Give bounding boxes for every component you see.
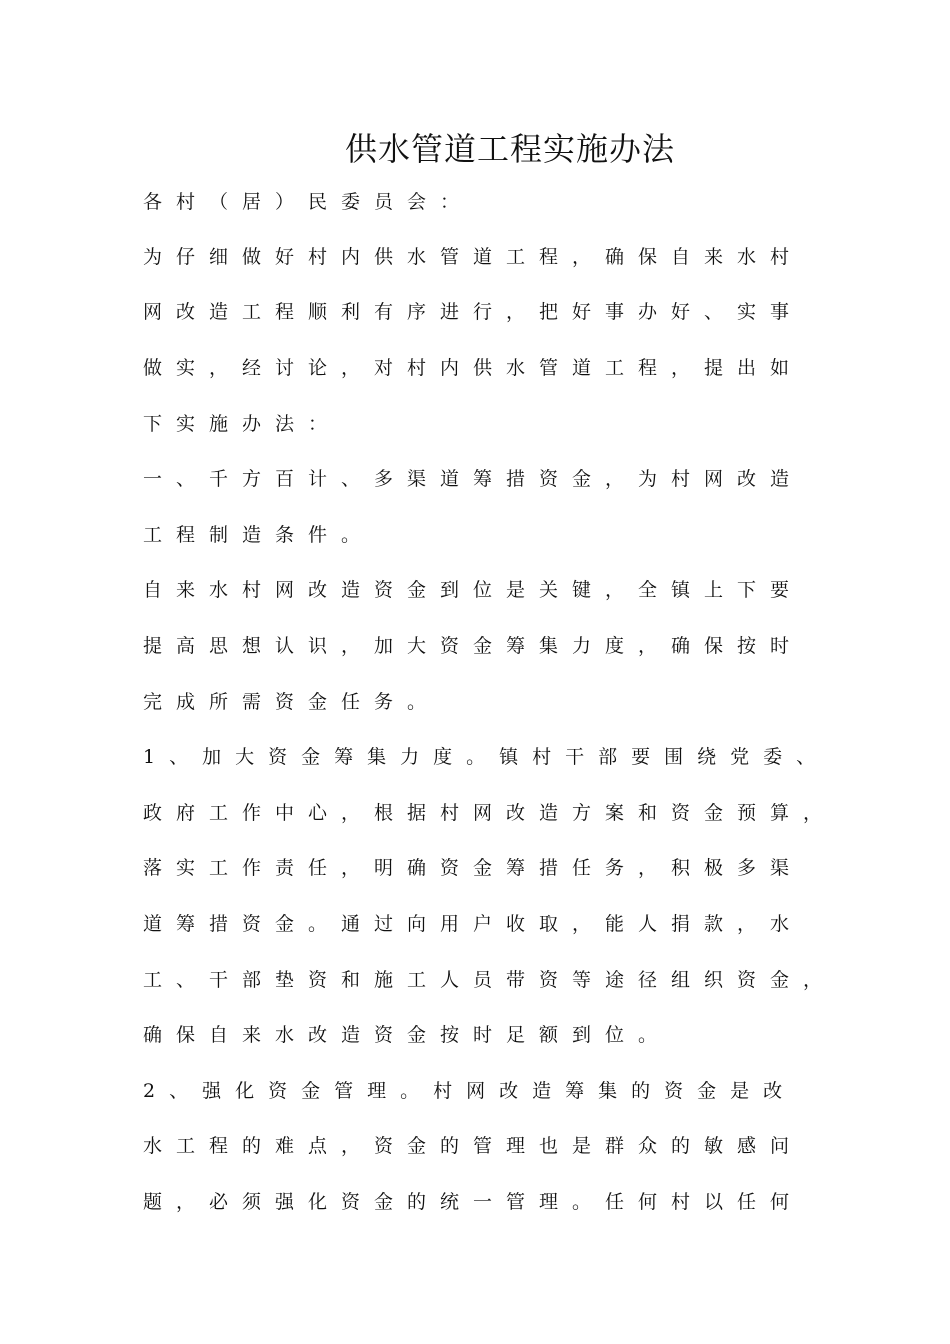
text-line: 完成所需资金任务。: [143, 691, 441, 713]
text-line: 做实，经讨论，对村内供水管道工程，提出如: [143, 357, 804, 379]
text-line: 自来水村网改造资金到位是关键，全镇上下要: [143, 579, 804, 601]
text-line: 水工程的难点，资金的管理也是群众的敏感问: [143, 1135, 804, 1157]
text-line: 工程制造条件。: [143, 524, 375, 546]
text-line: 提高思想认识，加大资金筹集力度，确保按时: [143, 635, 804, 657]
text-line: 一、千方百计、多渠道筹措资金，为村网改造: [143, 468, 804, 490]
text-line: 确保自来水改造资金按时足额到位。: [143, 1024, 672, 1046]
text-line: 2、强化资金管理。村网改造筹集的资金是改: [143, 1080, 797, 1102]
text-line: 工、干部垫资和施工人员带资等途径组织资金，: [143, 969, 837, 991]
text-line: 题，必须强化资金的统一管理。任何村以任何: [143, 1191, 804, 1213]
text-line: 1、加大资金筹集力度。镇村干部要围绕党委、: [143, 746, 830, 768]
text-line: 道筹措资金。通过向用户收取，能人捐款，水: [143, 913, 804, 935]
document-title: 供水管道工程实施办法: [344, 130, 675, 168]
text-line: 政府工作中心，根据村网改造方案和资金预算，: [143, 802, 837, 824]
text-line: 网改造工程顺利有序进行，把好事办好、实事: [143, 301, 804, 323]
text-line: 为仔细做好村内供水管道工程，确保自来水村: [143, 246, 804, 268]
text-line: 落实工作责任，明确资金筹措任务，积极多渠: [143, 857, 804, 879]
text-line: 下实施办法：: [143, 413, 342, 435]
text-line: 各村（居）民委员会：: [143, 191, 474, 213]
